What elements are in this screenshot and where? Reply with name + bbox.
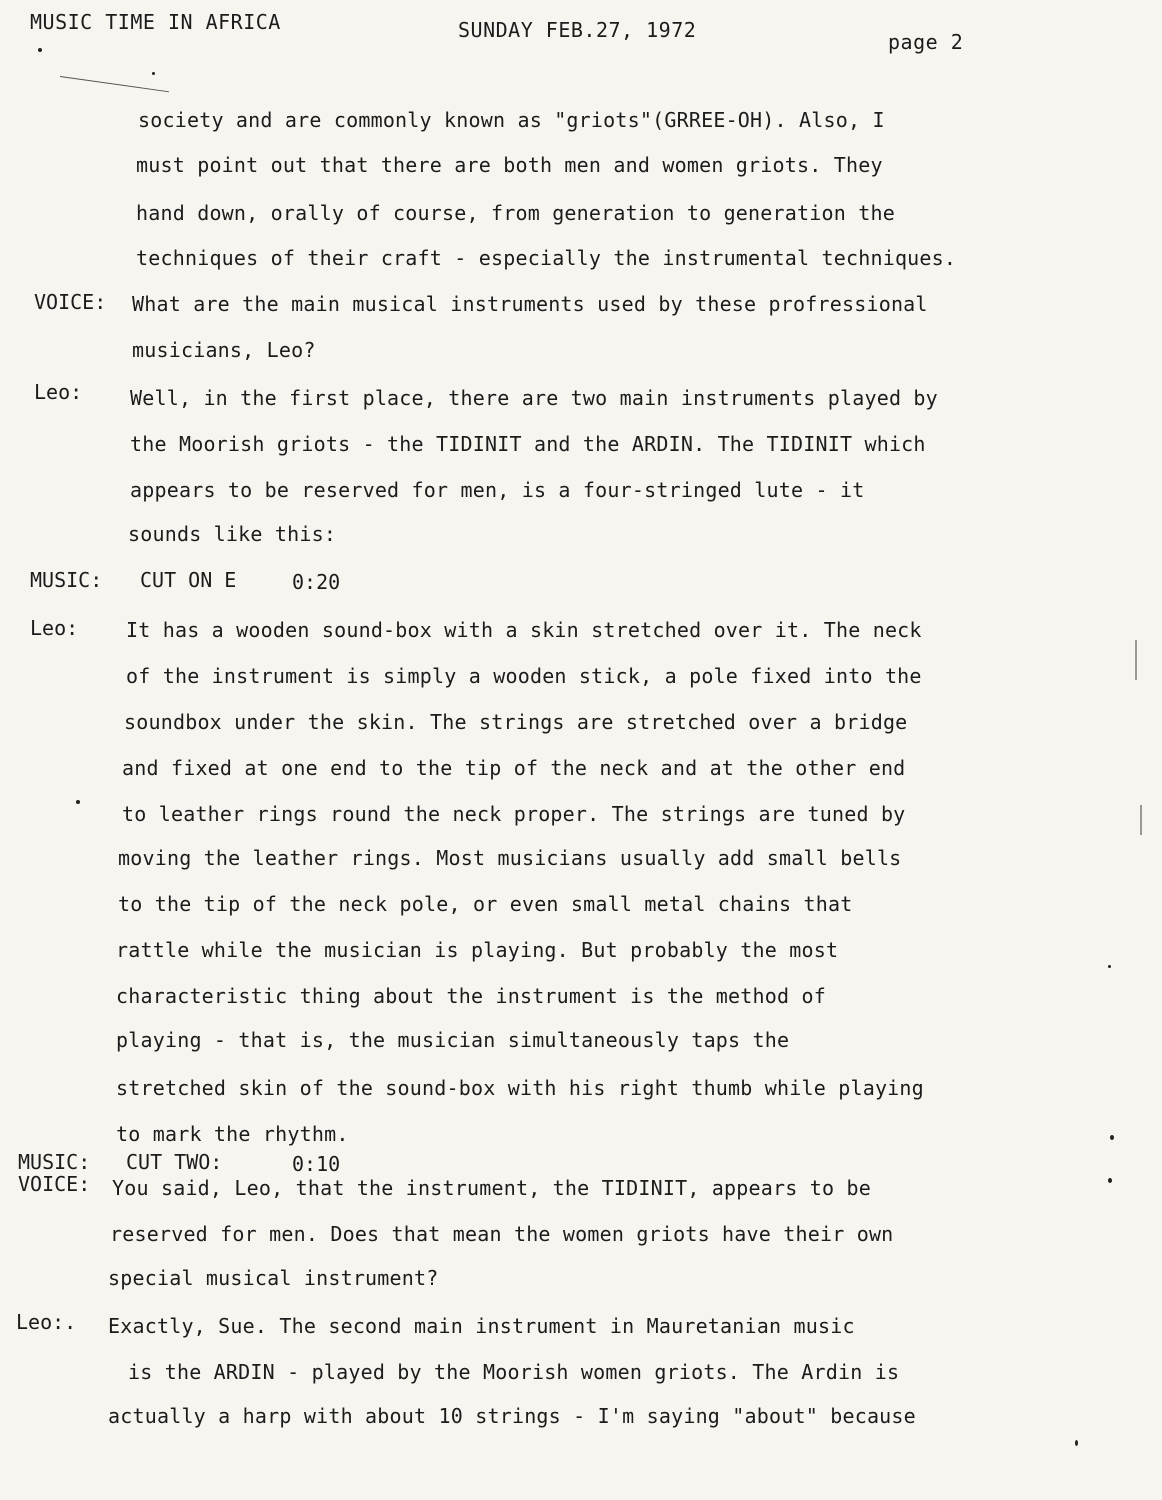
ink-dot <box>1108 965 1111 968</box>
paper-edge-mark <box>1135 640 1137 680</box>
music-cue-cut: CUT ON E <box>140 568 237 592</box>
music-cue-time: 0:10 <box>292 1152 341 1176</box>
script-line: You said, Leo, that the instrument, the TIDINIT, appears to be <box>112 1176 871 1200</box>
speaker-voice: VOICE: <box>18 1172 91 1196</box>
script-line: moving the leather rings. Most musicians usually add small bells <box>118 846 902 870</box>
paper-edge-mark <box>1140 805 1142 835</box>
script-line: Exactly, Sue. The second main instrument in Mauretanian music <box>108 1314 855 1338</box>
ink-dot <box>1110 1135 1114 1140</box>
script-line: to mark the rhythm. <box>116 1122 349 1146</box>
broadcast-date: SUNDAY FEB.27, 1972 <box>458 18 697 42</box>
script-line: the Moorish griots - the TIDINIT and the ARDIN. The TIDINIT which <box>130 432 926 456</box>
script-line: actually a harp with about 10 strings - I'm saying "about" because <box>108 1404 916 1428</box>
music-cue-label: MUSIC: <box>18 1150 91 1174</box>
script-line: musicians, Leo? <box>132 338 316 362</box>
page-number: page 2 <box>888 30 964 54</box>
program-title: MUSIC TIME IN AFRICA <box>30 10 281 34</box>
speaker-leo: Leo:. <box>16 1310 77 1334</box>
script-line: rattle while the musician is playing. But probably the most <box>116 938 839 962</box>
script-line: to the tip of the neck pole, or even small metal chains that <box>118 892 853 916</box>
script-line: and fixed at one end to the tip of the neck and at the other end <box>122 756 906 780</box>
script-line: playing - that is, the musician simultaneously taps the <box>116 1028 790 1052</box>
music-cue-cut: CUT TWO: <box>126 1150 223 1174</box>
script-line: techniques of their craft - especially the instrumental techniques. <box>136 246 957 270</box>
script-line: It has a wooden sound-box with a skin stretched over it. The neck <box>126 618 922 642</box>
script-line: is the ARDIN - played by the Moorish women griots. The Ardin is <box>128 1360 900 1384</box>
script-line: of the instrument is simply a wooden stick, a pole fixed into the <box>126 664 922 688</box>
speaker-leo: Leo: <box>34 380 83 404</box>
script-line: special musical instrument? <box>108 1266 439 1290</box>
script-line: Well, in the first place, there are two main instruments played by <box>130 386 938 410</box>
ink-dot <box>152 72 155 75</box>
script-line: stretched skin of the sound-box with his right thumb while playing <box>116 1076 924 1100</box>
script-line: appears to be reserved for men, is a four-stringed lute - it <box>130 478 865 502</box>
pencil-scratch <box>60 76 169 92</box>
script-line: hand down, orally of course, from generation to generation the <box>136 201 895 225</box>
script-line: soundbox under the skin. The strings are stretched over a bridge <box>124 710 908 734</box>
script-line: society and are commonly known as "griots"(GRREE-OH). Also, I <box>138 108 885 132</box>
ink-dot <box>1108 1178 1112 1183</box>
speaker-voice: VOICE: <box>34 290 107 314</box>
speaker-leo: Leo: <box>30 616 79 640</box>
music-cue-time: 0:20 <box>292 570 341 594</box>
music-cue-label: MUSIC: <box>30 568 103 592</box>
ink-dot <box>1075 1440 1078 1446</box>
ink-dot <box>76 800 80 804</box>
script-line: characteristic thing about the instrument is the method of <box>116 984 826 1008</box>
script-line: sounds like this: <box>128 522 337 546</box>
script-line: must point out that there are both men and women griots. They <box>136 153 883 177</box>
script-line: to leather rings round the neck proper. The strings are tuned by <box>122 802 906 826</box>
script-line: reserved for men. Does that mean the women griots have their own <box>110 1222 894 1246</box>
ink-dot <box>38 48 42 52</box>
script-line: What are the main musical instruments used by these profressional <box>132 292 928 316</box>
